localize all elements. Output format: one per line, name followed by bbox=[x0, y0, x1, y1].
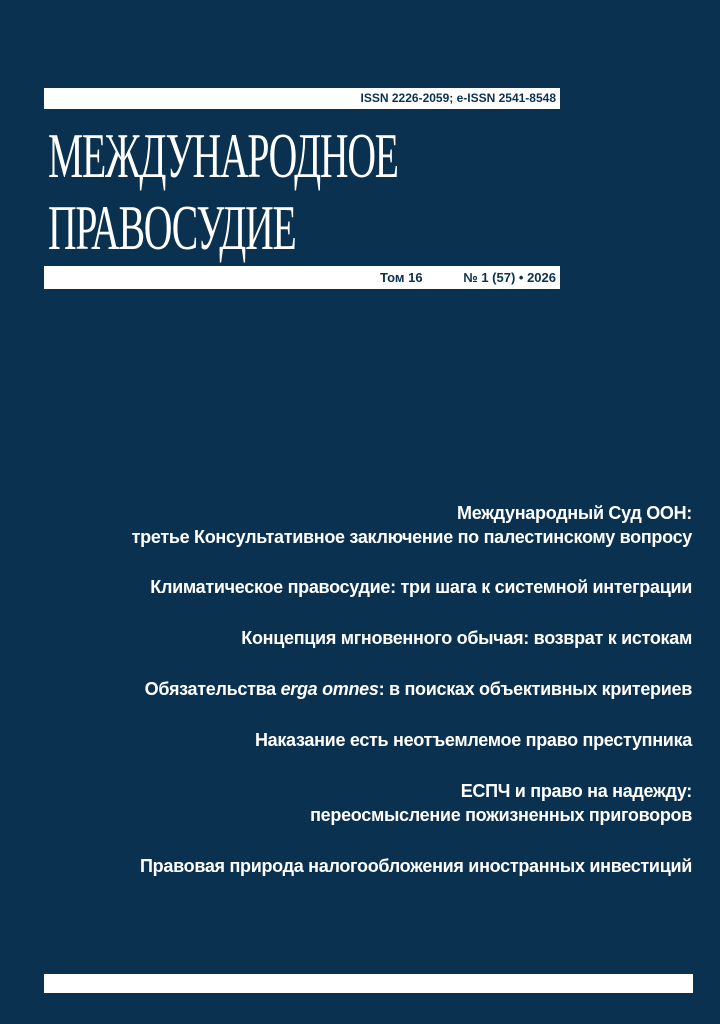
article-item bbox=[12, 626, 692, 650]
issue-bar bbox=[44, 266, 560, 289]
article-title-line: Наказание есть неотъемлемое право преступника bbox=[254, 730, 692, 750]
journal-title-line-1: МЕЖДУНАРОДНОЕ bbox=[48, 120, 398, 191]
journal-title-line-2: ПРАВОСУДИЕ bbox=[48, 192, 296, 263]
article-item bbox=[12, 677, 692, 701]
issue-number: № 1 (57) • 2026 bbox=[463, 270, 556, 285]
article-title-line: Международный Суд ООН: bbox=[457, 503, 692, 523]
article-title-line: Климатическое правосудие: три шага к системной интеграции bbox=[150, 577, 692, 597]
article-item bbox=[12, 728, 692, 752]
article-title-text: Обязательства bbox=[144, 679, 281, 699]
article-item bbox=[12, 779, 692, 827]
article-title-line: переосмысление пожизненных приговоров bbox=[310, 805, 692, 825]
article-title-text: : в поисках объективных критериев bbox=[378, 679, 692, 699]
article-title-line bbox=[12, 677, 692, 701]
article-list bbox=[12, 501, 692, 878]
article-title-latin-phrase: erga omnes bbox=[280, 679, 379, 699]
article-item bbox=[12, 501, 692, 549]
article-item bbox=[12, 575, 692, 599]
article-title-line: ЕСПЧ и право на надежду: bbox=[460, 781, 692, 801]
article-title-line: Правовая природа налогообложения иностранных инвестиций bbox=[140, 856, 692, 876]
issn-text: ISSN 2226-2059; e-ISSN 2541-8548 bbox=[360, 91, 556, 105]
article-title-line: третье Консультативное заключение по палестинскому вопросу bbox=[131, 527, 692, 547]
article-title-line: Концепция мгновенного обычая: возврат к истокам bbox=[241, 628, 692, 648]
volume-number: Том 16 bbox=[380, 270, 423, 285]
article-item bbox=[12, 854, 692, 878]
bottom-bar bbox=[44, 974, 693, 993]
issn-bar bbox=[44, 88, 560, 109]
